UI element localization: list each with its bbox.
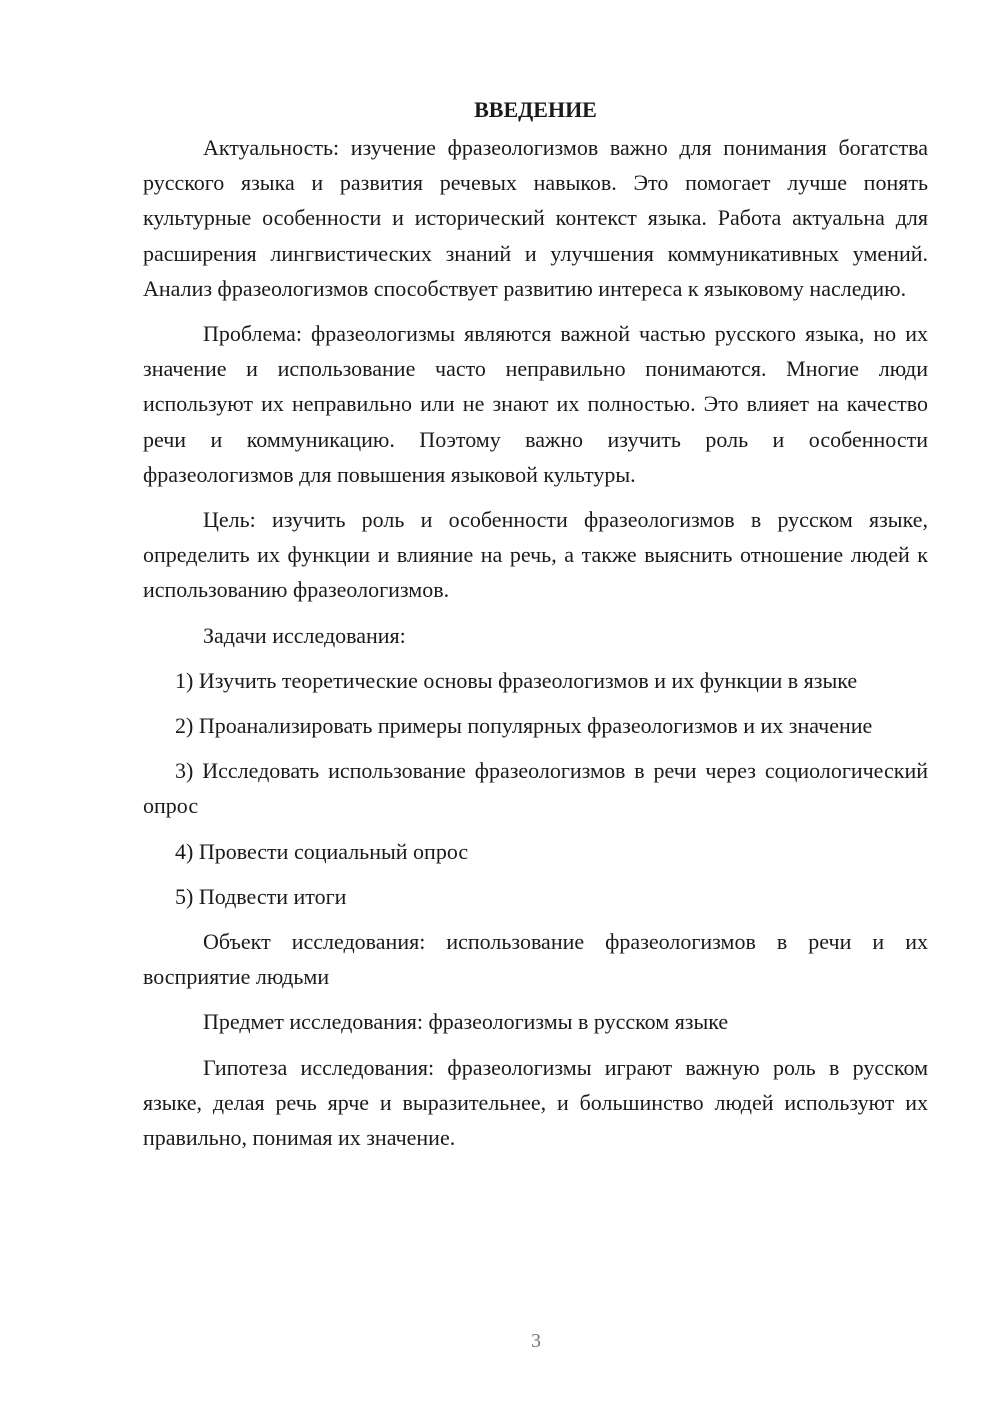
task-item: 1) Изучить теоретические основы фразеологизмов и их функции в языке xyxy=(175,667,858,693)
subject-paragraph: Предмет исследования: фразеологизмы в русском языке xyxy=(203,1009,729,1035)
task-item: 4) Провести социальный опрос xyxy=(175,838,469,864)
goal-paragraph: Цель: изучить роль и особенности фразеологизмов в русском языке, определить их функции и влияние на речь, а также выяснить отношение людей к использованию фразеологизмов. xyxy=(143,507,928,603)
task-item: 5) Подвести итоги xyxy=(175,883,347,909)
section-title: ВВЕДЕНИЕ xyxy=(474,97,597,122)
problem-paragraph: Проблема: фразеологизмы являются важной частью русского языка, но их значение и использование часто неправильно понимаются. Многие люди используют их неправильно или не знают их полностью. Это влияет на качество речи и коммуникацию. Поэтому важно изучить роль и особенности фразеологизмов для повышения языковой культуры. xyxy=(143,321,928,487)
task-item: 3) Исследовать использование фразеологизмов в речи через социологический опрос xyxy=(143,758,928,819)
object-paragraph: Объект исследования: использование фразеологизмов в речи и их восприятие людьми xyxy=(143,929,928,990)
hypothesis-paragraph: Гипотеза исследования: фразеологизмы играют важную роль в русском языке, делая речь ярче и выразительнее, и большинство людей используют их правильно, понимая их значение. xyxy=(143,1054,928,1151)
document-page xyxy=(143,92,928,1165)
tasks-heading: Задачи исследования: xyxy=(203,622,406,648)
page-number: 3 xyxy=(531,1330,541,1352)
task-item: 2) Проанализировать примеры популярных фразеологизмов и их значение xyxy=(175,713,873,739)
relevance-paragraph: Актуальность: изучение фразеологизмов важно для понимания богатства русского языка и развития речевых навыков. Это помогает лучше понять культурные особенности и исторический контекст языка. Работа актуальна для расширения лингвистических знаний и улучшения коммуникативных умений. Анализ фразеологизмов способствует развитию интереса к языковому наследию. xyxy=(143,135,928,301)
